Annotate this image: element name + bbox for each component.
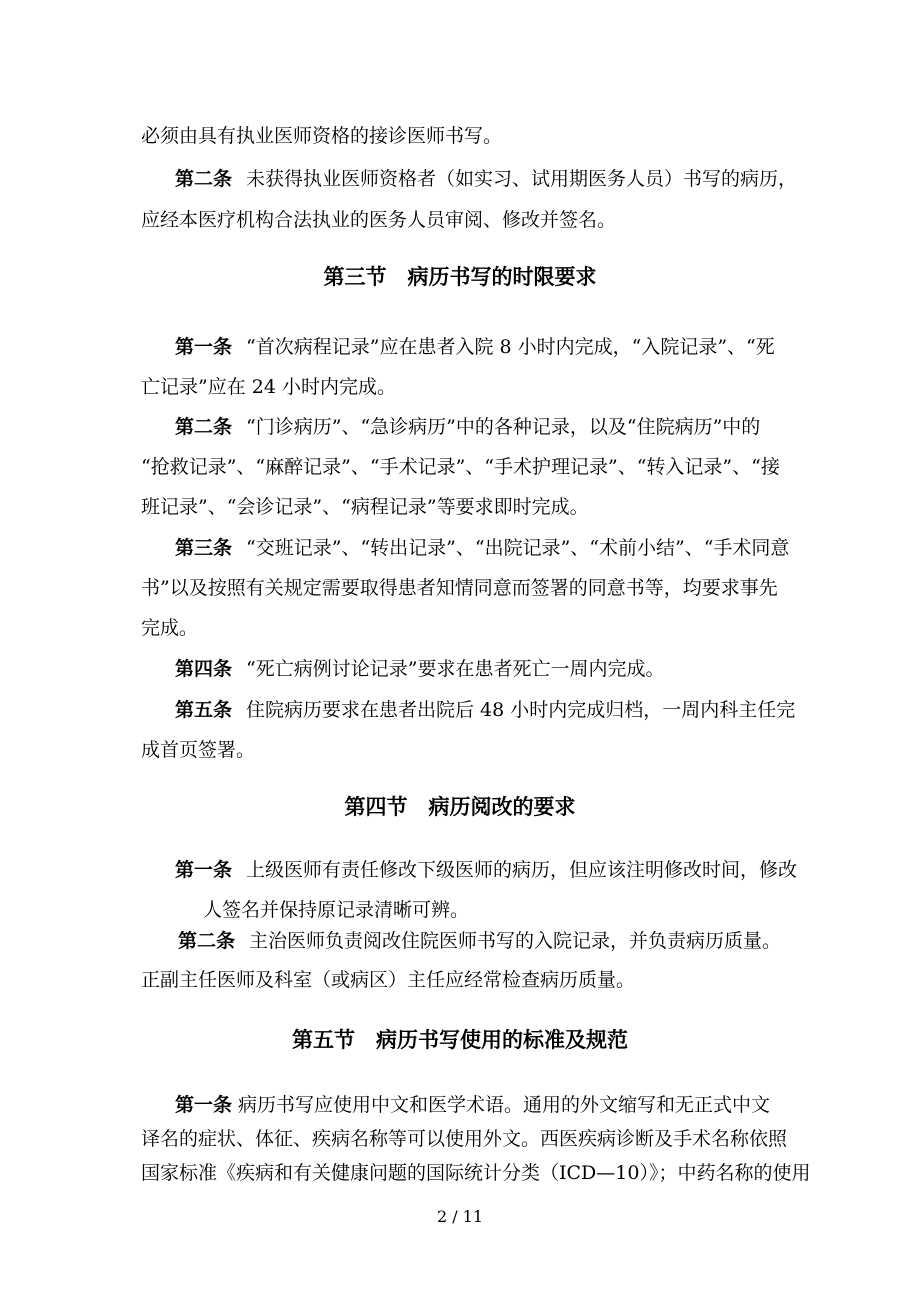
paragraph-line: 译名的症状、体征、疾病名称等可以使用外文。西医疾病诊断及手术名称依照: [141, 1128, 788, 1150]
paragraph-line: [175, 857, 797, 883]
section-heading: 第四节 病历阅改的要求: [344, 794, 576, 819]
paragraph-text: 未获得执业医师资格者（如实习、试用期医务人员）书写的病历，: [246, 168, 798, 190]
article-label: 第五条: [175, 699, 233, 721]
article-label: 第三条: [175, 537, 233, 559]
paragraph-line: [175, 166, 797, 192]
article-label: 第一条: [175, 336, 233, 358]
paragraph-line: [175, 656, 664, 682]
section-heading: 第三节 病历书写的时限要求: [323, 264, 597, 289]
paragraph-text: 主治医师负责阅改住院医师书写的入院记录，并负责病历质量。: [249, 930, 782, 952]
article-label: 第一条: [175, 859, 233, 881]
paragraph-line: [175, 414, 760, 440]
paragraph-text: 住院病历要求在患者出院后 48 小时内完成归档，一周内科主任完: [246, 699, 796, 721]
paragraph-line: [175, 1092, 770, 1118]
paragraph-line: [175, 697, 795, 723]
article-label: 第二条: [175, 168, 233, 190]
paragraph-line: 正副主任医师及科室（或病区）主任应经常检查病历质量。: [141, 969, 636, 991]
paragraph-line: [175, 334, 775, 360]
paragraph-text: 上级医师有责任修改下级医师的病历，但应该注明修改时间，修改: [246, 859, 798, 881]
paragraph-line: 人签名并保持原记录清晰可辨。: [203, 899, 470, 921]
article-label: 第一条: [175, 1094, 233, 1116]
paragraph-line: 必须由具有执业医师资格的接诊医师书写。: [141, 125, 503, 147]
paragraph-text: “首次病程记录”应在患者入院 8 小时内完成，“入院记录”、“死: [246, 336, 775, 358]
article-label: 第二条: [178, 930, 236, 952]
paragraph-text: 病历书写应使用中文和医学术语。通用的外文缩写和无正式中文: [238, 1094, 771, 1116]
paragraph-text: “交班记录”、“转出记录”、“出院记录”、“术前小结”、“手术同意: [246, 537, 790, 559]
paragraph-text: “门诊病历”、“急诊病历”中的各种记录，以及“住院病历”中的: [246, 416, 761, 438]
paragraph-line: 书”以及按照有关规定需要取得患者知情同意而签署的同意书等，均要求事先: [141, 577, 778, 599]
paragraph-line: 国家标准《疾病和有关健康问题的国际统计分类（ICD—10）》；中药名称的使用: [141, 1162, 811, 1184]
paragraph-line: 班记录”、“会诊记录”、“病程记录”等要求即时完成。: [141, 496, 589, 518]
paragraph-line: 成首页签署。: [141, 739, 256, 761]
paragraph-line: [178, 928, 781, 954]
paragraph-line: “抢救记录”、“麻醉记录”、“手术记录”、“手术护理记录”、“转入记录”、“接: [141, 456, 780, 478]
section-heading: 第五节 病历书写使用的标准及规范: [292, 1027, 628, 1052]
paragraph-line: [175, 535, 789, 561]
paragraph-text: “死亡病例讨论记录”要求在患者死亡一周内完成。: [246, 658, 665, 680]
paragraph-line: 完成。: [141, 617, 199, 639]
article-label: 第二条: [175, 416, 233, 438]
paragraph-line: 应经本医疗机构合法执业的医务人员审阅、修改并签名。: [141, 209, 617, 231]
page-number: 2 / 11: [436, 1207, 484, 1226]
paragraph-line: 亡记录”应在 24 小时内完成。: [141, 376, 396, 398]
article-label: 第四条: [175, 658, 233, 680]
